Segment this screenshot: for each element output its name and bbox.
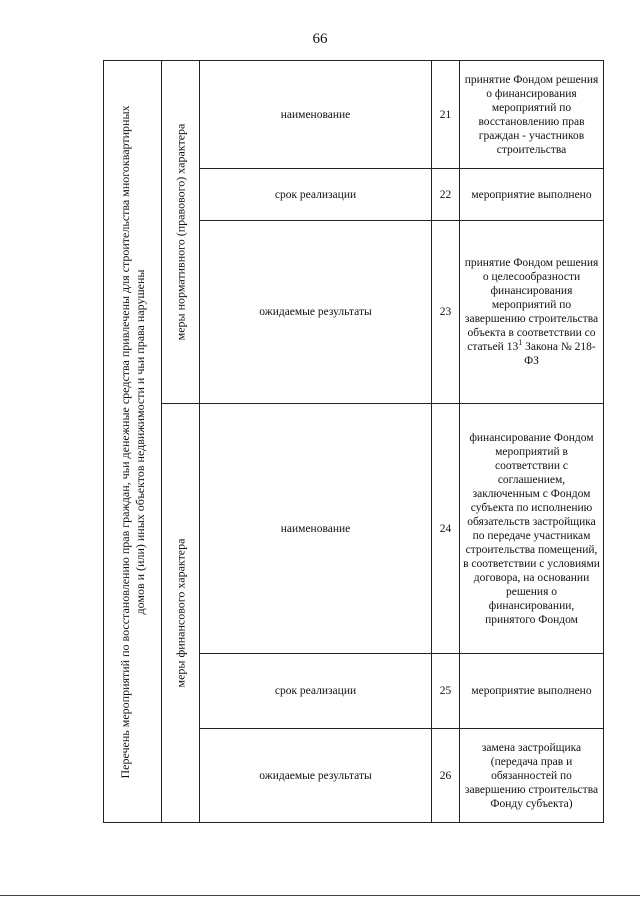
row-label: наименование [200,404,432,654]
row-text-superscript: 1 [518,338,523,348]
group-label-cell [162,404,200,823]
table-row [104,404,604,654]
group-label-cell [162,61,200,404]
row-text: мероприятие выполнено [460,169,604,221]
row-text: финансирование Фондом мероприятий в соответствии с соглашением, заключенным с Фондом субъекта по исполнению обязательств застройщика по передаче участникам строительства помещений, в соответствии с условиями договора, на основании решения о финансировании, принятого Фондом [460,404,604,654]
row-text-main: принятие Фондом решения о целесообразности финансирования мероприятий по завершению строительства объекта в соответствии со статьей 13 [464,257,599,353]
outer-label-line1: Перечень мероприятий по восстановлению прав граждан, чьи денежные средства привлечены для строительства многоквартирных [117,104,132,779]
row-label: наименование [200,61,432,169]
row-number: 21 [432,61,460,169]
row-number: 25 [432,654,460,729]
row-label: срок реализации [200,169,432,221]
group-label-legal: меры нормативного (правового) характера [173,123,187,341]
row-number: 26 [432,729,460,823]
bottom-divider [0,895,640,896]
row-number: 23 [432,221,460,404]
outer-label-cell [104,61,162,823]
row-text: принятие Фондом решения о финансирования мероприятий по восстановлению прав граждан - участников строительства [460,61,604,169]
row-text: мероприятие выполнено [460,654,604,729]
outer-label-line2: домов и (или) иных объектов недвижимости и чьи права нарушены [132,269,147,615]
measures-table [103,60,604,823]
row-label: ожидаемые результаты [200,221,432,404]
row-label: ожидаемые результаты [200,729,432,823]
row-number: 22 [432,169,460,221]
group-label-financial: меры финансового характера [173,538,187,688]
row-text-tail: Закона № 218-ФЗ [522,341,596,367]
row-text: замена застройщика (передача прав и обязанностей по завершению строительства Фонду субъекта) [460,729,604,823]
page-number: 66 [312,31,328,47]
row-text [460,221,604,404]
row-label: срок реализации [200,654,432,729]
row-number: 24 [432,404,460,654]
table-row [104,61,604,169]
